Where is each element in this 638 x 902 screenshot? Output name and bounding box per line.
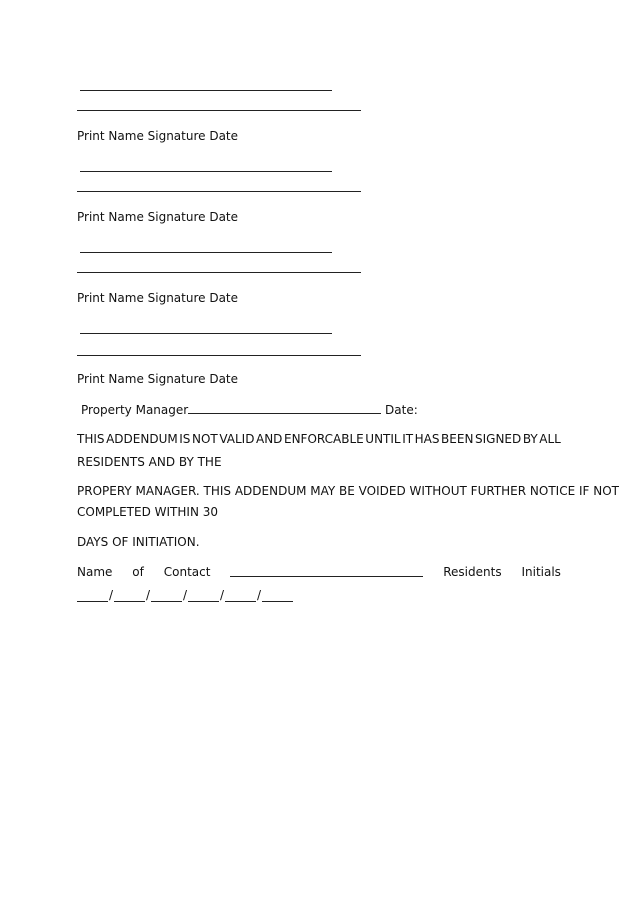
notice-line-3: PROPERY MANAGER. THIS ADDENDUM MAY BE VOIDED WITHOUT FURTHER NOTICE IF NOT — [77, 484, 619, 498]
initials-blanks-row — [77, 588, 293, 602]
initials-separator: / — [219, 588, 225, 602]
property-manager-signature-blank — [188, 402, 381, 414]
notice-word: HAS — [414, 432, 440, 446]
notice-word: IS — [179, 432, 191, 446]
signature-line-print-1 — [80, 90, 332, 91]
initials-separator: / — [256, 588, 262, 602]
signature-line-full-1 — [77, 110, 361, 111]
notice-line-1 — [77, 432, 561, 446]
initials-separator: / — [182, 588, 188, 602]
notice-line-4: COMPLETED WITHIN 30 — [77, 505, 219, 519]
initials-blank-6 — [262, 590, 293, 602]
signature-line-full-3 — [77, 272, 361, 273]
notice-word: AND — [256, 432, 283, 446]
signature-caption-3: Print Name Signature Date — [77, 291, 239, 305]
notice-word: ENFORCABLE — [284, 432, 364, 446]
notice-word: BEEN — [441, 432, 474, 446]
contact-blank — [230, 565, 423, 577]
initials-blank-3 — [151, 590, 182, 602]
initials-separator: / — [145, 588, 151, 602]
property-manager-label: Property Manager — [81, 403, 189, 417]
contact-word-name: Name — [77, 565, 113, 579]
property-manager-row — [81, 402, 418, 417]
notice-line-5: DAYS OF INITIATION. — [77, 535, 200, 549]
contact-word-of: of — [132, 565, 144, 579]
notice-line-2: RESIDENTS AND BY THE — [77, 455, 222, 469]
notice-word: UNTIL — [365, 432, 401, 446]
signature-line-full-4 — [77, 355, 361, 356]
notice-word: ALL — [539, 432, 561, 446]
initials-blank-1 — [77, 590, 108, 602]
signature-caption-4: Print Name Signature Date — [77, 372, 239, 386]
contact-word-residents: Residents — [443, 565, 502, 579]
contact-word-initials: Initials — [521, 565, 561, 579]
notice-word: SIGNED — [474, 432, 522, 446]
initials-separator: / — [108, 588, 114, 602]
property-manager-date-label: Date: — [385, 403, 418, 417]
initials-blank-5 — [225, 590, 256, 602]
notice-word: NOT — [191, 432, 218, 446]
signature-caption-2: Print Name Signature Date — [77, 210, 239, 224]
signature-line-print-4 — [80, 333, 332, 334]
initials-blank-4 — [188, 590, 219, 602]
notice-word: THIS — [77, 432, 105, 446]
signature-line-print-2 — [80, 171, 332, 172]
contact-word-contact: Contact — [163, 565, 211, 579]
notice-word: BY — [522, 432, 538, 446]
signature-caption-1: Print Name Signature Date — [77, 129, 239, 143]
signature-line-full-2 — [77, 191, 361, 192]
initials-blank-2 — [114, 590, 145, 602]
notice-word: VALID — [219, 432, 255, 446]
contact-row — [77, 565, 561, 579]
signature-line-print-3 — [80, 252, 332, 253]
notice-word: ADDENDUM — [106, 432, 178, 446]
notice-word: IT — [402, 432, 414, 446]
